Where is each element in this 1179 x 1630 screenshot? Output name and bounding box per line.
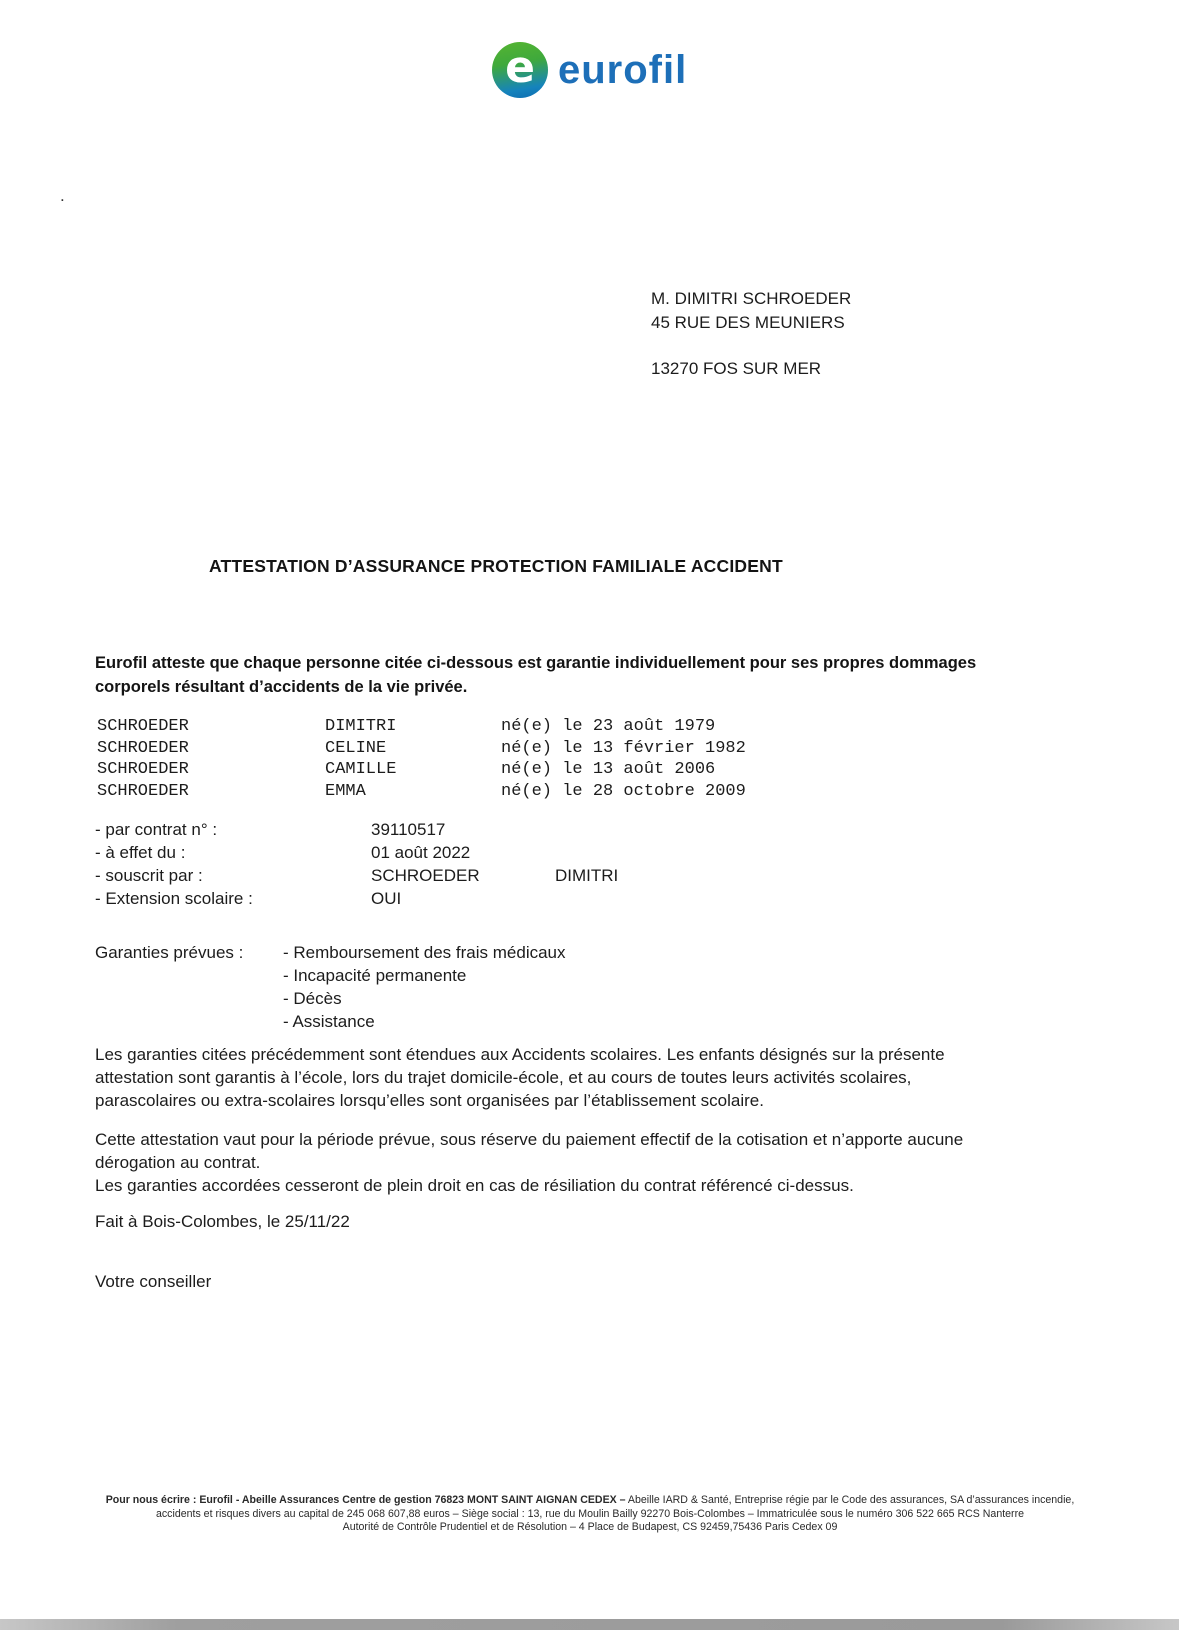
insured-last-name: SCHROEDER	[97, 717, 189, 736]
guarantee-item: - Remboursement des frais médicaux	[283, 943, 566, 962]
validity-paragraph: Cette attestation vaut pour la période prévue, sous réserve du paiement effectif de la cotisation et n’apporte aucune dérogation au contrat.	[95, 1130, 964, 1172]
contract-row	[95, 841, 618, 864]
insured-first-name: DIMITRI	[325, 717, 397, 736]
insured-persons-table	[97, 716, 746, 802]
contract-value-extra	[555, 818, 618, 841]
subscriber-last-name: SCHROEDER	[371, 866, 480, 885]
page-bottom-edge	[0, 1619, 1179, 1630]
intro-paragraph: Eurofil atteste que chaque personne citée ci-dessous est garantie individuellement pour ses propres dommages corporels résultant d’accidents de la vie privée.	[95, 654, 977, 696]
table-row	[97, 716, 746, 738]
document-title: ATTESTATION D’ASSURANCE PROTECTION FAMILIALE ACCIDENT	[209, 556, 783, 576]
school-accidents-paragraph: Les garanties citées précédemment sont étendues aux Accidents scolaires. Les enfants désignés sur la présente attestation sont garantis à l’école, lors du trajet domicile-école, et au cours de toutes leurs activités scolaires, parascolaires ou extra-scolaires lorsqu’elles sont organisées par l’établissement scolaire.	[95, 1045, 945, 1110]
eurofil-logo-icon	[492, 42, 548, 98]
footer-authority-line: Autorité de Contrôle Prudentiel et de Résolution – 4 Place de Budapest, CS 92459,75436 Paris Cedex 09	[342, 1521, 838, 1533]
guarantee-item: - Incapacité permanente	[283, 966, 467, 985]
contract-value-extra	[555, 841, 618, 864]
contract-row	[95, 864, 618, 887]
guarantee-item: - Décès	[283, 989, 342, 1008]
eurofil-wordmark: eurofil	[558, 47, 688, 92]
insured-last-name: SCHROEDER	[97, 760, 189, 779]
school-extension-value: OUI	[371, 889, 402, 908]
contract-details	[95, 818, 618, 910]
contract-label: - par contrat n° :	[95, 820, 218, 839]
recipient-city: 13270 FOS SUR MER	[651, 359, 822, 378]
insured-first-name: CELINE	[325, 738, 387, 758]
stray-dot-mark: .	[60, 186, 65, 205]
recipient-street: 45 RUE DES MEUNIERS	[651, 313, 845, 332]
insured-first-name: EMMA	[325, 781, 366, 801]
recipient-name: M. DIMITRI SCHROEDER	[651, 289, 852, 308]
contract-value-extra	[555, 887, 618, 910]
contract-label: - à effet du :	[95, 843, 186, 862]
contract-row	[95, 887, 618, 910]
guarantees-label: Garanties prévues :	[95, 943, 244, 962]
insured-last-name: SCHROEDER	[97, 781, 189, 801]
guarantees-list	[283, 941, 566, 1033]
table-row	[97, 781, 746, 803]
address-gap	[651, 335, 851, 357]
contract-effective-date: 01 août 2022	[371, 843, 471, 862]
contract-label: - souscrit par :	[95, 866, 203, 885]
eurofil-logo	[492, 42, 687, 98]
table-row	[97, 738, 746, 760]
insured-first-name: CAMILLE	[325, 760, 397, 779]
contract-label: - Extension scolaire :	[95, 889, 253, 908]
contract-row	[95, 818, 618, 841]
insured-birth-date: né(e) le 13 février 1982	[501, 738, 746, 758]
guarantee-item: - Assistance	[283, 1012, 375, 1031]
insured-birth-date: né(e) le 28 octobre 2009	[501, 781, 746, 801]
footer-contact-address: Pour nous écrire : Eurofil - Abeille Assurances Centre de gestion 76823 MONT SAINT AIGNAN CEDEX –	[105, 1494, 626, 1506]
issue-place-date: Fait à Bois-Colombes, le 25/11/22	[95, 1212, 350, 1231]
eurofil-e-glyph: e	[505, 42, 535, 93]
termination-paragraph: Les garanties accordées cesseront de plein droit en cas de résiliation du contrat référencé ci-dessus.	[95, 1176, 854, 1195]
insured-birth-date: né(e) le 13 août 2006	[501, 760, 716, 779]
insured-last-name: SCHROEDER	[97, 738, 189, 758]
guarantees-section	[95, 941, 566, 1033]
advisor-signature-line: Votre conseiller	[95, 1272, 212, 1291]
insured-birth-date: né(e) le 23 août 1979	[501, 717, 716, 736]
table-row	[97, 759, 746, 781]
footer-legal-text: Abeille IARD & Santé, Entreprise régie par le Code des assurances, SA d’assurances incendie, accidents et risques divers au capital de 245 068 607,88 euros – Siège social : 13, rue du Moulin Bailly 92270 Bois-Colombes – Immatriculée sous le numéro 306 522 665 RCS Nanterre	[155, 1494, 1075, 1520]
recipient-address-block	[651, 287, 851, 381]
legal-footer	[84, 1494, 1096, 1535]
contract-number: 39110517	[371, 820, 446, 839]
subscriber-first-name: DIMITRI	[555, 866, 619, 885]
